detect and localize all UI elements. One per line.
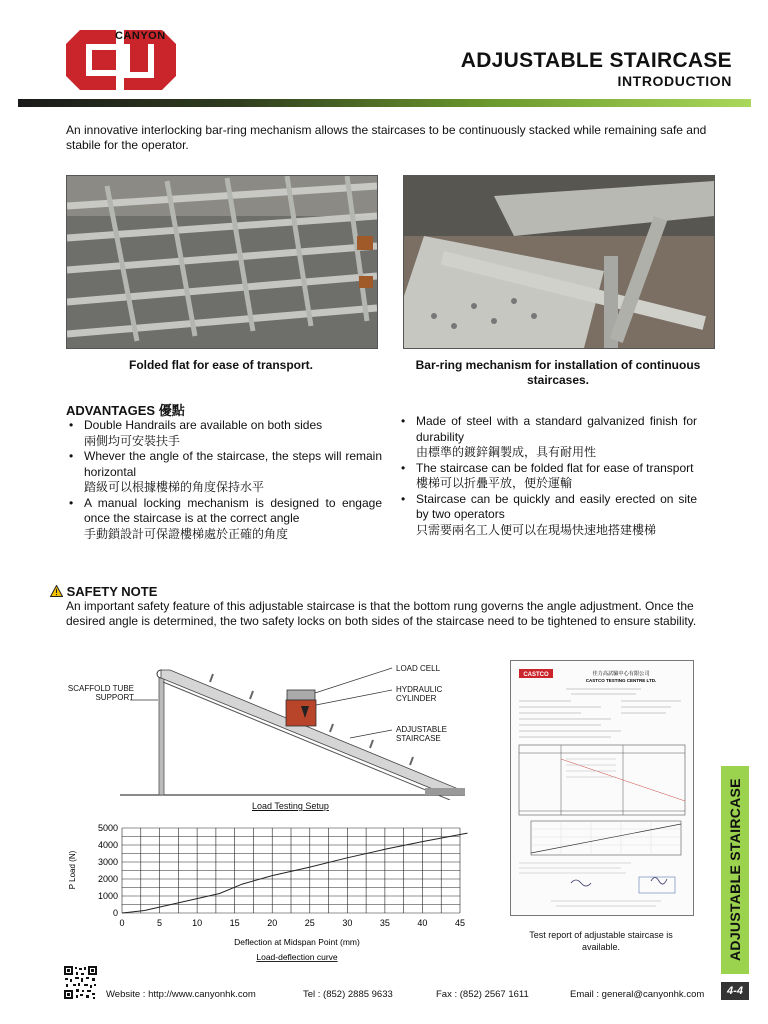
page-number: 4-4 bbox=[721, 982, 749, 1000]
chart-x-tick-label: 15 bbox=[229, 918, 240, 928]
advantages-heading: ADVANTAGES 優點 bbox=[66, 403, 185, 418]
label-hydraulic-cylinder: HYDRAULIC CYLINDER bbox=[396, 685, 443, 703]
chart-x-tick-label: 20 bbox=[267, 918, 278, 928]
chart-x-tick-label: 30 bbox=[342, 918, 353, 928]
chart-x-tick-label: 35 bbox=[379, 918, 390, 928]
footer-tel: Tel : (852) 2885 9633 bbox=[303, 989, 393, 1000]
header-divider bbox=[18, 99, 751, 107]
chart-y-tick-label: 5000 bbox=[97, 823, 118, 833]
castco-org-en: CASTCO TESTING CENTRE LTD. bbox=[585, 678, 657, 683]
list-item: • Made of steel with a standard galvanized finish for durability 由標準的鍍鋅鋼製成，具有耐用性 bbox=[398, 414, 697, 461]
warning-icon bbox=[50, 585, 63, 597]
list-item: • Whever the angle of the staircase, the steps will remain horizontal 踏級可以根據樓梯的角度保持水平 bbox=[66, 449, 382, 496]
advantages-list-right bbox=[398, 414, 697, 538]
chart-grid bbox=[122, 828, 460, 913]
chart-x-axis-label: Deflection at Midspan Point (mm) bbox=[234, 937, 360, 947]
castco-org-zh: 佳力高試驗中心有限公司 bbox=[592, 671, 650, 677]
safety-heading: SAFETY NOTE bbox=[50, 584, 157, 599]
chart-x-tick-label: 5 bbox=[157, 918, 163, 928]
test-report-image bbox=[510, 660, 694, 916]
list-item: • A manual locking mechanism is designed to engage once the staircase is at the correct angle 手動鎖設計可保證樓梯處於正確的角度 bbox=[66, 496, 382, 543]
chart-y-tick-label: 2000 bbox=[97, 874, 118, 884]
advantages-list-left bbox=[66, 418, 382, 542]
chart-caption: Load-deflection curve bbox=[256, 952, 338, 962]
safety-paragraph: An important safety feature of this adjustable staircase is that the bottom rung governs the angle adjustment. Once the desired angle is determined, the two safety locks on both sides of the staircase need to be tightened to ensure stability. bbox=[66, 599, 697, 628]
chart-x-tick-label: 25 bbox=[304, 918, 315, 928]
brand-name: CANYON bbox=[115, 30, 166, 42]
folded-staircase-photo bbox=[66, 175, 378, 349]
load-deflection-chart bbox=[60, 815, 480, 975]
qr-code bbox=[64, 966, 97, 999]
test-report-caption: Test report of adjustable staircase is available. bbox=[529, 930, 673, 952]
footer-fax: Fax : (852) 2567 1611 bbox=[436, 989, 529, 1000]
page-subtitle: INTRODUCTION bbox=[617, 73, 732, 89]
bar-ring-mechanism-photo bbox=[403, 175, 715, 349]
footer-email[interactable]: Email : general@canyonhk.com bbox=[570, 989, 705, 1000]
chart-ticks bbox=[98, 823, 465, 928]
list-item: • Staircase can be quickly and easily erected on site by two operators 只需要兩名工人便可以在現場快速地搭建樓梯 bbox=[398, 492, 697, 539]
footer-website[interactable]: Website : http://www.canyonhk.com bbox=[106, 989, 256, 1000]
list-item: • Double Handrails are available on both sides 兩側均可安裝扶手 bbox=[66, 418, 382, 449]
left-photo-caption: Folded flat for ease of transport. bbox=[128, 358, 314, 372]
section-tab-label: ADJUSTABLE STAIRCASE bbox=[727, 778, 743, 962]
chart-y-tick-label: 1000 bbox=[97, 891, 118, 901]
label-scaffold-tube-support: SCAFFOLD TUBE SUPPORT bbox=[67, 684, 134, 702]
page-title: ADJUSTABLE STAIRCASE bbox=[460, 49, 732, 72]
intro-paragraph: An innovative interlocking bar-ring mechanism allows the staircases to be continuously stacked while remaining safe and stabile for the operator. bbox=[66, 123, 707, 152]
castco-badge: CASTCO bbox=[523, 672, 549, 678]
chart-x-tick-label: 10 bbox=[192, 918, 203, 928]
chart-y-tick-label: 3000 bbox=[97, 857, 118, 867]
chart-x-tick-label: 45 bbox=[454, 918, 466, 928]
list-item: • The staircase can be folded flat for ease of transport 樓梯可以折疊平放，便於運輸 bbox=[398, 461, 697, 492]
chart-x-tick-label: 40 bbox=[417, 918, 428, 928]
chart-y-tick-label: 0 bbox=[112, 908, 118, 918]
chart-x-tick-label: 0 bbox=[119, 918, 125, 928]
chart-y-tick-label: 4000 bbox=[97, 840, 118, 850]
diagram-caption: Load Testing Setup bbox=[252, 801, 329, 811]
right-photo-caption: Bar-ring mechanism for installation of continuous staircases. bbox=[415, 358, 701, 387]
label-adjustable-staircase: ADJUSTABLE STAIRCASE bbox=[396, 725, 447, 743]
chart-y-axis-label: P Load (N) bbox=[68, 850, 77, 890]
label-load-cell: LOAD CELL bbox=[396, 664, 441, 673]
